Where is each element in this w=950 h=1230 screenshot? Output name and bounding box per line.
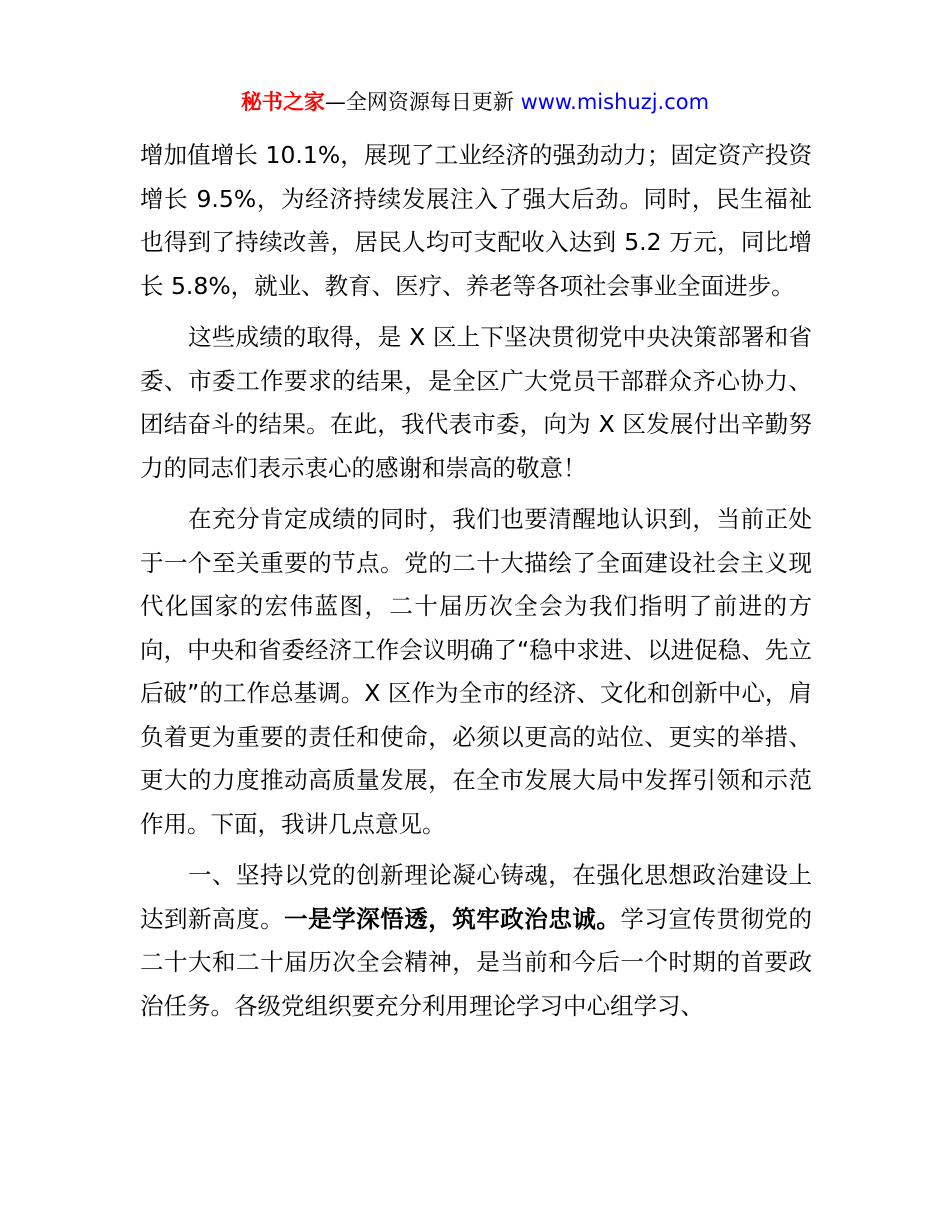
header-tagline: —全网资源每日更新 bbox=[324, 90, 521, 114]
section-heading: 一、坚持以党的创新理论凝心铸魂，在强化思想政治建设上达到新高度。 bbox=[140, 861, 812, 933]
paragraph-2: 这些成绩的取得，是 X 区上下坚决贯彻党中央决策部署和省委、市委工作要求的结果，是全区广大党员干部群众齐心协力、团结奋斗的结果。在此，我代表市委，向为 X 区发展付出辛勤努力的同志们表示衷心的感谢和崇高的敬意！ bbox=[140, 323, 812, 482]
paragraph-4-text: 学习宣传贯彻党的二十大和二十届历次全会精神，是当前和今后一个时期的首要政治任务。各级党组织要充分利用理论学习中心组学习、 bbox=[140, 904, 813, 1020]
brand-name: 秘书之家 bbox=[240, 90, 325, 114]
document-body bbox=[140, 134, 812, 1036]
paragraph-1: 增加值增长 10.1%，展现了工业经济的强劲动力；固定资产投资增长 9.5%，为经济持续发展注入了强大后劲。同时，民生福祉也得到了持续改善，居民人均可支配收入达到 5.2 万元，同比增长 5.8%，就业、教育、医疗、养老等各项社会事业全面进步。 bbox=[140, 141, 812, 300]
page-header bbox=[0, 86, 950, 118]
header-url-link[interactable]: www.mishuzj.com bbox=[520, 90, 710, 114]
paragraph-3: 在充分肯定成绩的同时，我们也要清醒地认识到，当前正处于一个至关重要的节点。党的二十大描绘了全面建设社会主义现代化国家的宏伟蓝图，二十届历次全会为我们指明了前进的方向，中央和省委经济工作会议明确了“稳中求进、以进促稳、先立后破”的工作总基调。X 区作为全市的经济、文化和创新中心，肩负着更为重要的责任和使命，必须以更高的站位、更实的举措、更大的力度推动高质量发展，在全市发展大局中发挥引领和示范作用。下面，我讲几点意见。 bbox=[140, 505, 812, 838]
bold-subheading: 一是学深悟透，筑牢政治忠诚。 bbox=[284, 904, 621, 933]
paragraph-4 bbox=[140, 854, 812, 1028]
